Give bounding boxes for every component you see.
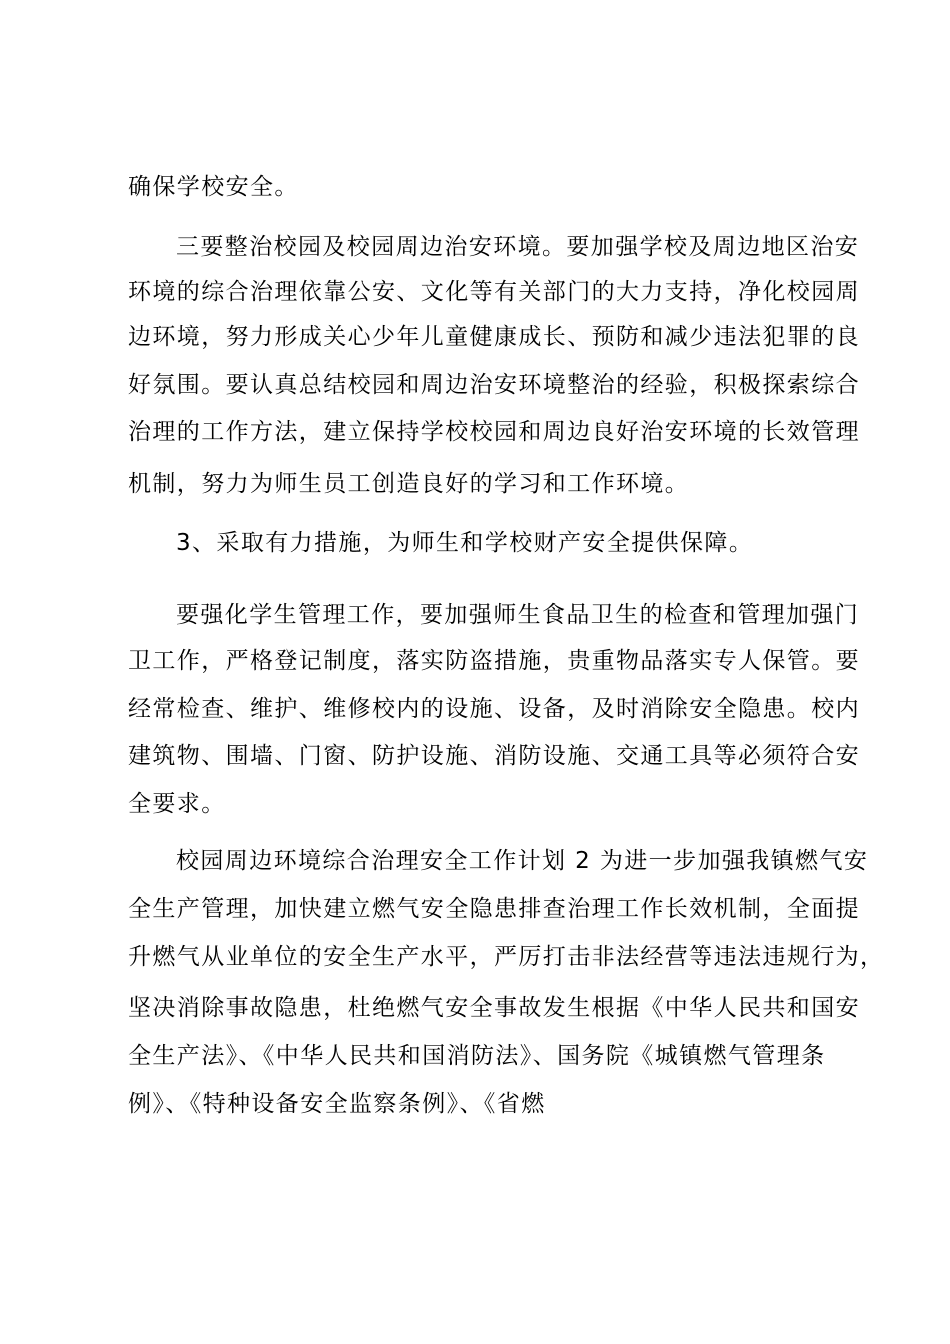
- text-line: 好氛围。要认真总结校园和周边治安环境整治的经验，积极探索综合: [128, 372, 860, 398]
- text-line: 卫工作，严格登记制度，落实防盗措施，贵重物品落实专人保管。要: [128, 648, 860, 674]
- paragraph-start-line: 要强化学生管理工作，要加强师生食品卫生的检查和管理加强门: [176, 602, 860, 628]
- text-line: 环境的综合治理依靠公安、文化等有关部门的大力支持，净化校园周: [128, 279, 860, 305]
- text-line: 治理的工作方法，建立保持学校校园和周边良好治安环境的长效管理: [128, 419, 860, 445]
- text-line: 建筑物、围墙、门窗、防护设施、消防设施、交通工具等必须符合安: [128, 743, 860, 769]
- text-line: 边环境，努力形成关心少年儿童健康成长、预防和减少违法犯罪的良: [128, 324, 860, 350]
- paragraph-start-line: 校园周边环境综合治理安全工作计划 2 为进一步加强我镇燃气安: [176, 848, 869, 874]
- text-line: 升燃气从业单位的安全生产水平，严厉打击非法经营等违法违规行为，: [128, 944, 885, 970]
- text-line: 确保学校安全。: [128, 174, 299, 200]
- paragraph-start-line: 三要整治校园及校园周边治安环境。要加强学校及周边地区治安: [176, 234, 860, 260]
- section-heading: 3、采取有力措施，为师生和学校财产安全提供保障。: [176, 530, 754, 556]
- text-line: 全要求。: [128, 791, 226, 817]
- text-line: 经常检查、维护、维修校内的设施、设备，及时消除安全隐患。校内: [128, 696, 860, 722]
- text-line: 全生产法》、《中华人民共和国消防法》、国务院《城镇燃气管理条: [128, 1043, 826, 1069]
- text-line: 例》、《特种设备安全监察条例》、《省燃: [128, 1091, 546, 1117]
- text-line: 坚决消除事故隐患，杜绝燃气安全事故发生根据《中华人民共和国安: [128, 995, 860, 1021]
- text-line: 机制，努力为师生员工创造良好的学习和工作环境。: [128, 471, 690, 497]
- text-line: 全生产管理，加快建立燃气安全隐患排查治理工作长效机制，全面提: [128, 896, 860, 922]
